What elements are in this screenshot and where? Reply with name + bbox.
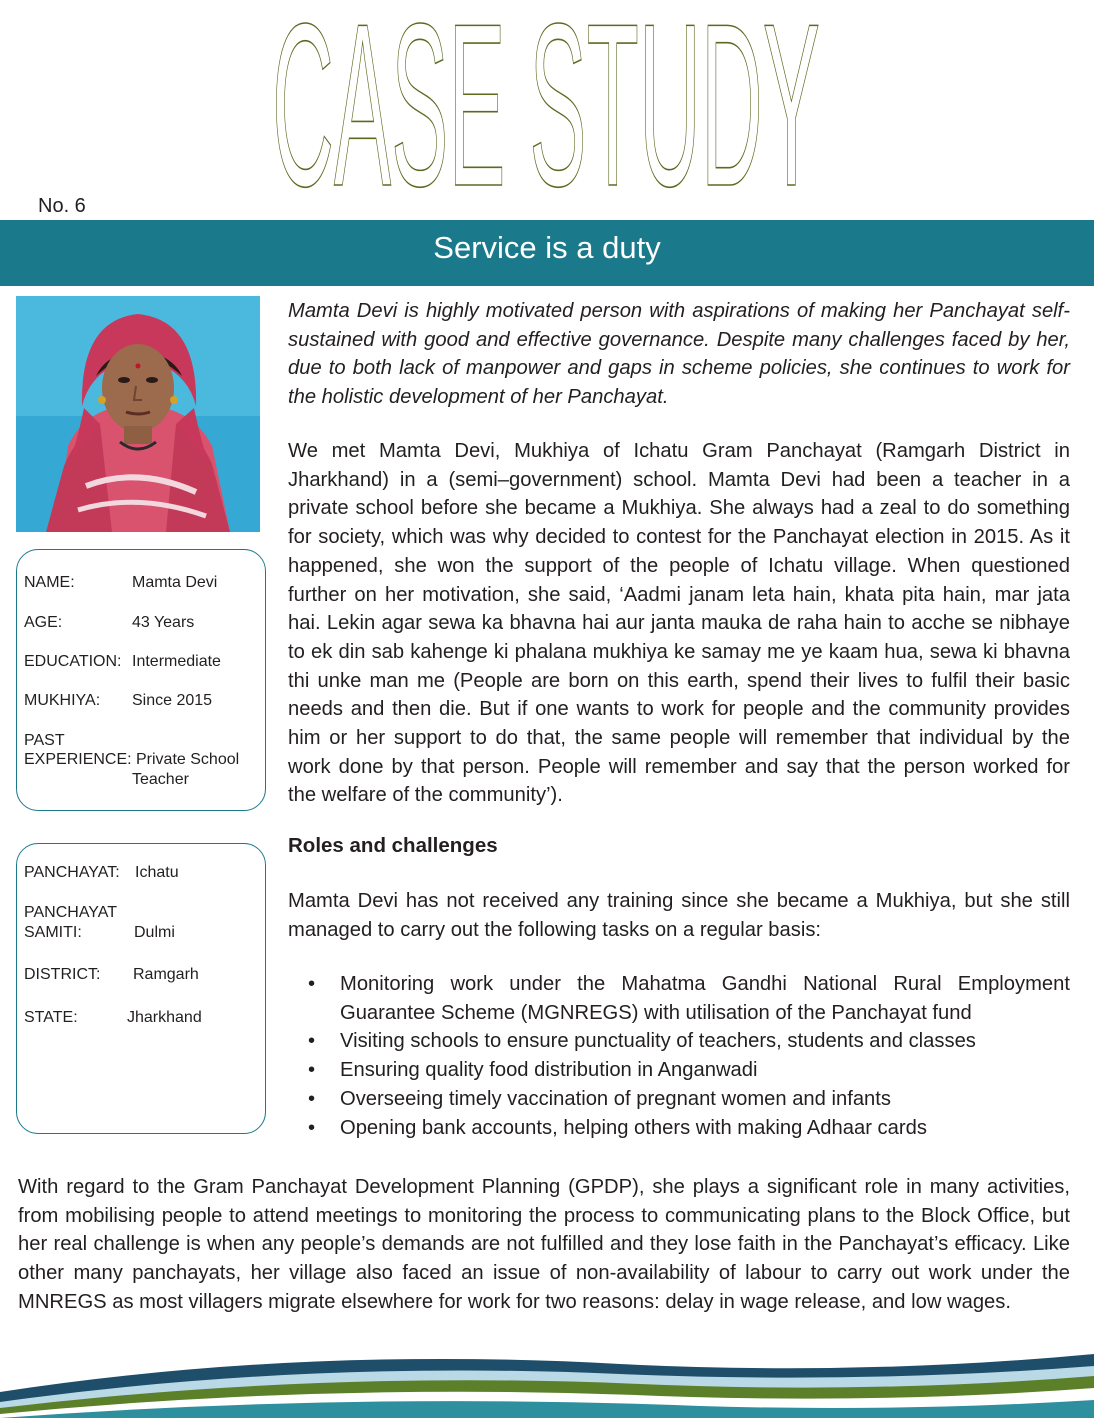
closing-paragraph: With regard to the Gram Panchayat Development Planning (GPDP), she plays a significant role in many activities, from mobilising people to attend meetings to monitoring the process to communicating plans to the Block Office, but her real challenge is when any people’s demands are not fulfilled and they lose faith in the Panchayat’s efficacy. Like other many panchayats, her village also faced an issue of non-availability of labour to carry out work under the MNREGS as most villagers migrate elsewhere for work for two reasons: delay in wage release, and low wages. [18, 1176, 1070, 1313]
case-number: No. 6 [38, 195, 86, 217]
profile-label: AGE: [24, 614, 63, 631]
list-item-text: Opening bank accounts, helping others with making Adhaar cards [340, 1116, 927, 1139]
case-study-title [270, 2, 822, 192]
body-paragraph: We met Mamta Devi, Mukhiya of Ichatu Gram Panchayat (Ramgarh District in Jharkhand) in a (semi–government) school. Mamta Devi had been a teacher in a private school before she became a Mukhiya. She always had a zeal to do something for society, which was why decided to contest for the Panchayat election in 2015. As it happened, she won the support of the people of Ichatu village. When questioned further on her motivation, she said, ‘Aadmi janam leta hain, khata pita hain, mar jata hai. Lekin agar sewa ka bhavna hai aur janta mauka de raha hain to acche se nibhaye to ek din sab kahenge ki phalana mukhiya ke samay me ye kaam hua, sewa ki bhavna thi unke man me (People are born on this earth, spend their lives to fulfil their basic needs and then die. But if one wants to work for people and the community provides him or her support to do that, the same people will remember that individual by the work done by that person. People will remember and say that the person worked for the welfare of the community’). [288, 440, 1070, 807]
section-heading: Roles and challenges [288, 834, 498, 857]
profile-value: Teacher [132, 771, 189, 788]
location-info-box [16, 843, 266, 1134]
page-subtitle: Service is a duty [433, 230, 661, 265]
location-value: Dulmi [134, 924, 175, 941]
profile-label: EXPERIENCE: [24, 751, 132, 768]
list-item [288, 1027, 1070, 1056]
bullet-icon: • [308, 973, 316, 995]
location-label: PANCHAYAT [24, 904, 118, 921]
location-label: PANCHAYAT: [24, 864, 120, 881]
intro-paragraph: Mamta Devi is highly motivated person with aspirations of making her Panchayat self-sustained with good and effective governance. Despite many challenges faced by her, due to both lack of manpower and gaps in scheme policies, she continues to work for the holistic development of her Panchayat. [288, 300, 1070, 409]
location-value: Jharkhand [127, 1009, 202, 1026]
profile-value: 43 Years [132, 614, 195, 631]
location-label: DISTRICT: [24, 966, 101, 983]
list-item-text: Monitoring work under the Mahatma Gandhi National Rural Employment Guarantee Scheme (MGNREGS) with utilisation of the Panchayat fund [340, 973, 1070, 1024]
list-item-text: Ensuring quality food distribution in Anganwadi [340, 1059, 758, 1082]
profile-value: Since 2015 [132, 692, 213, 709]
list-item [288, 1114, 1070, 1143]
profile-label: PAST [24, 732, 65, 749]
profile-info-box [16, 549, 266, 811]
bullet-icon: • [308, 1059, 316, 1082]
case-study-title-text: CASE STUDY [272, 2, 820, 192]
list-item [288, 1056, 1070, 1085]
location-value: Ramgarh [133, 966, 199, 983]
location-label: SAMITI: [24, 924, 82, 941]
body-paragraph: Mamta Devi has not received any training since she became a Mukhiya, but she still managed to carry out the following tasks on a regular basis: [288, 890, 1070, 941]
profile-label: EDUCATION: [24, 653, 122, 670]
profile-label: MUKHIYA: [24, 692, 101, 709]
profile-value: Mamta Devi [132, 574, 218, 591]
tasks-list [288, 970, 1070, 1142]
list-item-text: Visiting schools to ensure punctuality of teachers, students and classes [340, 1030, 976, 1053]
bullet-icon: • [308, 1116, 316, 1139]
list-item-text: Overseeing timely vaccination of pregnant women and infants [340, 1087, 891, 1110]
bullet-icon: • [308, 1030, 316, 1053]
profile-label: NAME: [24, 574, 75, 591]
list-item [288, 1085, 1070, 1114]
profile-value: Private School [136, 751, 240, 768]
bullet-icon: • [308, 1087, 316, 1110]
profile-value: Intermediate [132, 653, 221, 670]
location-label: STATE: [24, 1009, 78, 1026]
footer-waves [0, 1348, 1094, 1418]
portrait-photo [16, 296, 260, 532]
title-banner [0, 220, 1094, 286]
list-item [288, 970, 1070, 1027]
location-value: Ichatu [135, 864, 179, 881]
